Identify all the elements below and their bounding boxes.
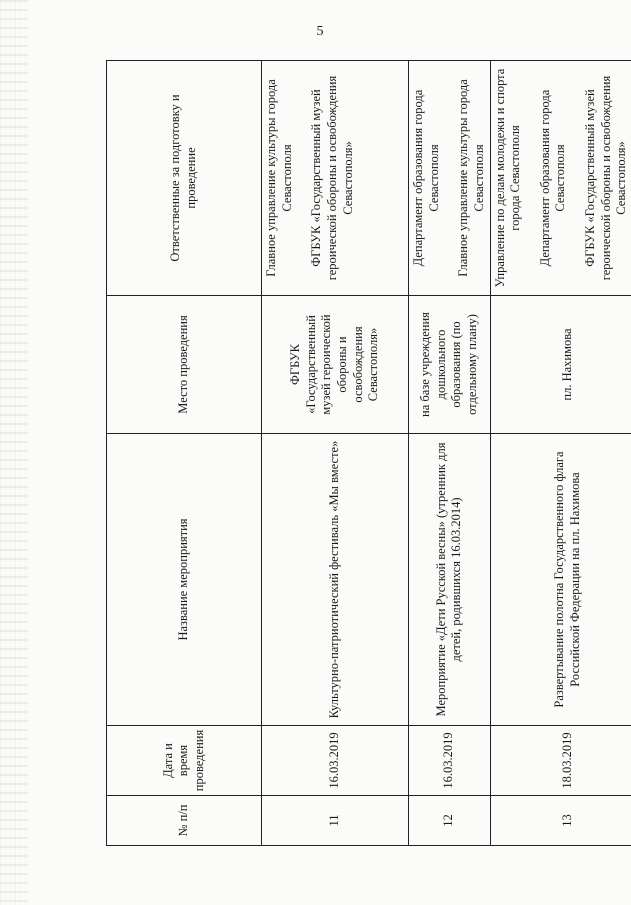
cell-date: 16.03.2019: [262, 726, 409, 796]
page-number: 5: [316, 24, 324, 39]
responsible-entry: Главное управление культуры города Севастополя: [456, 79, 486, 277]
cell-name: Культурно-патриотический фестиваль «Мы вместе»: [262, 434, 409, 726]
cell-num: 11: [262, 796, 409, 846]
cell-place: на базе учреждения дошкольного образования (по отдельному плану): [409, 296, 491, 434]
responsible-entry: Департамент образования города Севастополя: [411, 89, 441, 267]
table-header-row: [107, 61, 262, 846]
scan-edge-noise: [0, 0, 28, 905]
table-row: [262, 61, 409, 846]
responsible-entry: ФГБУК «Государственный музей героической обороны и освобождения Севастополя»: [309, 75, 355, 281]
cell-num: 12: [409, 796, 491, 846]
cell-responsible: [262, 61, 409, 296]
table-row: [490, 61, 631, 846]
header-place: Место проведения: [107, 296, 262, 434]
cell-name: Мероприятие «Дети Русской весны» (утренник для детей, родившихся 16.03.2014): [409, 434, 491, 726]
header-num: № п/п: [107, 796, 262, 846]
header-date: Дата и время проведения: [107, 726, 262, 796]
cell-date: 16.03.2019: [409, 726, 491, 796]
header-name: Название мероприятия: [107, 434, 262, 726]
cell-responsible: [490, 61, 631, 296]
events-table: [106, 60, 631, 846]
header-responsible: Ответственные за подготовку и проведение: [107, 61, 262, 296]
table-row: [409, 61, 491, 846]
cell-name: Развертывание полотна Государственного флага Российской Федерации на пл. Нахимова: [490, 434, 631, 726]
cell-responsible: [409, 61, 491, 296]
events-table-rotated: [106, 61, 629, 846]
responsible-entry: Управление по делам молодежи и спорта города Севастополя: [492, 68, 523, 288]
cell-place: ФГБУК «Государственный музей героической обороны и освобождения Севастополя»: [262, 296, 409, 434]
cell-num: 13: [490, 796, 631, 846]
responsible-entry: ФГБУК «Государственный музей героической обороны и освобождения Севастополя»: [583, 75, 629, 281]
responsible-entry: Главное управление культуры города Севастополя: [264, 79, 294, 277]
cell-place: пл. Нахимова: [490, 296, 631, 434]
cell-date: 18.03.2019: [490, 726, 631, 796]
responsible-entry: Департамент образования города Севастополя: [537, 89, 568, 267]
